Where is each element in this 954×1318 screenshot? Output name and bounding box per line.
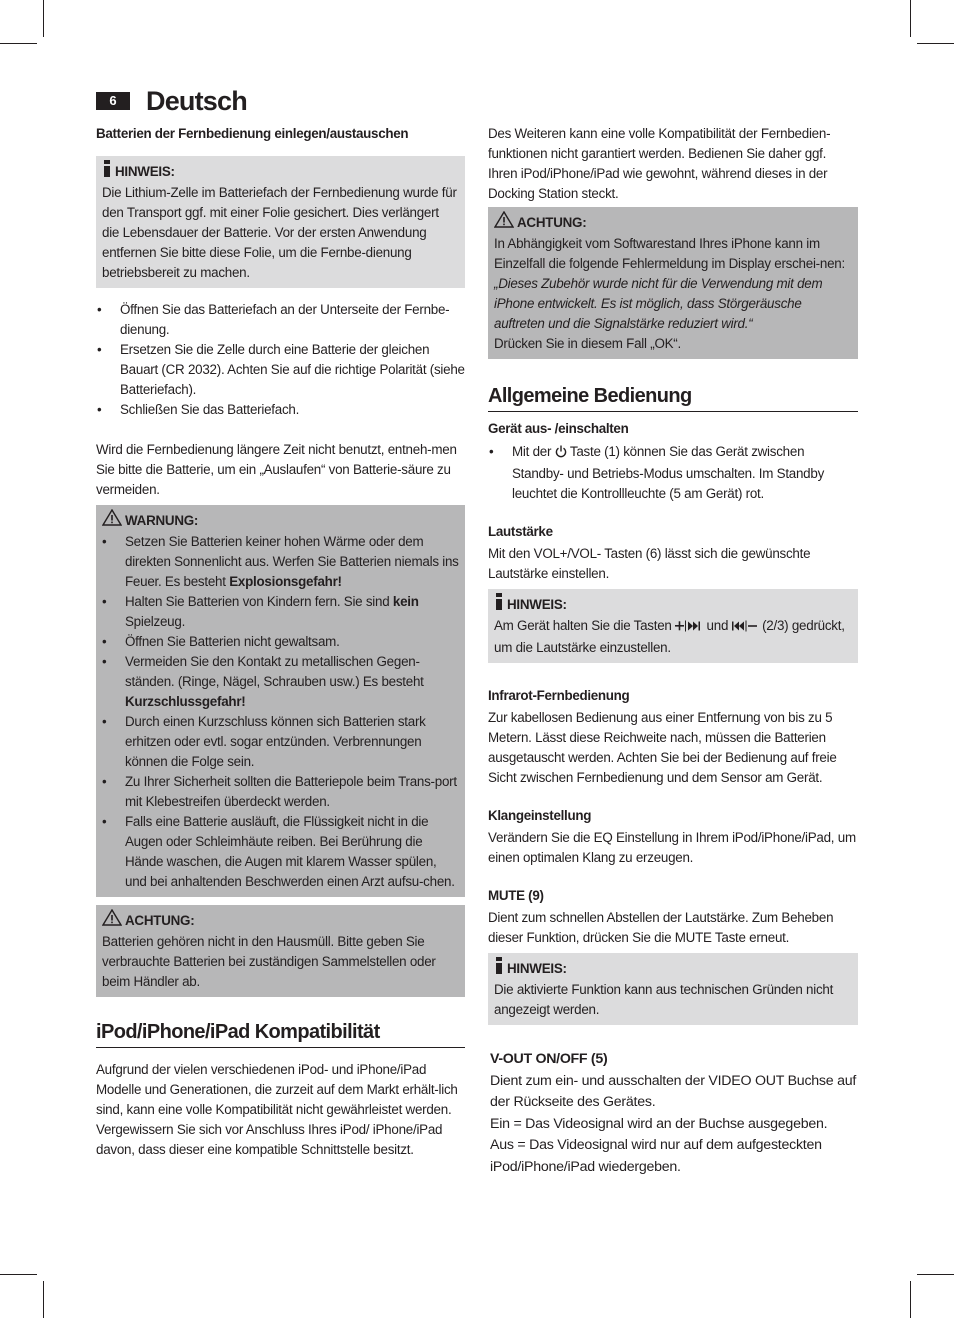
hint-box xyxy=(488,953,858,1025)
power-icon xyxy=(555,444,567,464)
compat-title: iPod/iPhone/iPad Kompatibilität xyxy=(96,1019,465,1048)
hint-label: HINWEIS: xyxy=(115,163,175,179)
crop-mark xyxy=(910,1281,911,1318)
hint-text: Die aktivierte Funktion kann aus technischen Gründen nicht angezeigt werden. xyxy=(494,982,834,1017)
crop-mark xyxy=(917,1274,954,1275)
prev-minus-icon xyxy=(732,618,759,638)
crop-mark xyxy=(43,1281,44,1318)
left-column xyxy=(96,124,465,1160)
list-item: • Vermeiden Sie den Kontakt zu metallischen Gegen-ständen. (Ringe, Nägel, Schrauben usw.) Es besteht Kurzschlussgefahr! xyxy=(102,652,459,712)
crop-mark xyxy=(917,43,954,44)
page-title: Deutsch xyxy=(146,86,247,116)
list-item: • Öffnen Sie Batterien nicht gewaltsam. xyxy=(102,632,459,652)
volume-text: Mit den VOL+/VOL- Tasten (6) lässt sich die gewünschte Lautstärke einstellen. xyxy=(488,546,811,581)
error-message-quote: „Dieses Zubehör wurde nicht für die Verwendung mit dem iPhone entwickelt. Es ist möglich, dass Störgeräusche auftreten und die Signalstärke reduziert wird.“ xyxy=(494,276,823,331)
sound-heading: Klangeinstellung xyxy=(488,808,592,823)
ir-text: Zur kabellosen Bedienung aus einer Entfernung von bis zu 5 Metern. Lässt diese Reichweite nach, müssen die Batterien ausgetauscht werden. Achten Sie bei der Bedienung auf freie Sicht zwischen Fernbedienung und dem Sensor am Gerät. xyxy=(488,710,837,785)
caution-text: In Abhängigkeit vom Softwarestand Ihres iPhone kann im Einzelfall die folgende Fehlermeldung im Display erschei-nen: xyxy=(494,236,845,271)
warning-label: WARNUNG: xyxy=(125,512,199,528)
mute-heading: MUTE (9) xyxy=(488,888,544,903)
ir-heading: Infrarot-Fernbedienung xyxy=(488,688,630,703)
list-item: • Halten Sie Batterien von Kindern fern. Sie sind kein Spielzeug. xyxy=(102,592,459,632)
caution-label: ACHTUNG: xyxy=(517,214,587,230)
caution-text: Batterien gehören nicht in den Hausmüll. Bitte geben Sie verbrauchte Batterien bei zuständigen Sammelstellen oder beim Händler ab. xyxy=(102,934,436,989)
hint-box xyxy=(96,156,465,288)
battery-heading: Batterien der Fernbedienung einlegen/austauschen xyxy=(96,126,409,141)
warning-triangle-icon xyxy=(102,509,122,532)
power-heading: Gerät aus- /einschalten xyxy=(488,421,629,436)
battery-steps xyxy=(96,300,465,420)
compat-continued-text: Des Weiteren kann eine volle Kompatibilität der Fernbedien-funktionen nicht garantiert werden. Bedienen Sie daher ggf. Ihren iPod/iPhone/iPad wie gewohnt, während dieses in der Docking Station steckt. xyxy=(488,126,831,201)
list-item: • Mit der Taste (1) können Sie das Gerät zwischen Standby- und Betriebs-Modus umschalten. Im Standby leuchtet die Kontrollleuchte (5 am Gerät) rot. xyxy=(488,442,858,504)
hint-text: Die Lithium-Zelle im Batteriefach der Fernbedienung wurde für den Transport ggf. mit einer Folie gesichert. Dies verlängert die Lebensdauer der Batterie. Vor der ersten Anwendung entfernen Sie bitte diese Folie, um die Fernbe-dienung betriebsbereit zu machen. xyxy=(102,185,457,280)
caution-box xyxy=(488,207,858,359)
volume-heading: Lautstärke xyxy=(488,524,553,539)
hint-label: HINWEIS: xyxy=(507,596,567,612)
hint-label: HINWEIS: xyxy=(507,960,567,976)
vout-section xyxy=(488,1049,858,1178)
crop-mark xyxy=(910,0,911,37)
warning-triangle-icon xyxy=(102,909,122,932)
caution-instruction: Drücken Sie in diesem Fall „OK“. xyxy=(494,336,681,351)
vout-off-text: Aus = Das Videosignal wird nur auf dem aufgesteckten iPod/iPhone/iPad wiedergeben. xyxy=(490,1137,822,1175)
right-column xyxy=(488,124,858,1178)
vout-on-text: Ein = Das Videosignal wird an der Buchse ausgegeben. xyxy=(490,1115,828,1132)
info-icon xyxy=(494,593,504,616)
list-item: • Durch einen Kurzschluss können sich Batterien stark erhitzen oder evtl. sogar entzünden. Verbrennungen können die Folge sein. xyxy=(102,712,459,772)
caution-box xyxy=(96,905,465,997)
info-icon xyxy=(494,957,504,980)
compat-text: Aufgrund der vielen verschiedenen iPod- und iPhone/iPad Modelle und Generationen, die zurzeit auf dem Markt erhält-lich sind, kann eine volle Kompatibilität nicht gewährleistet werden. Vergewissern Sie sich vor Anschluss Ihres iPod/ iPhone/iPad davon, dass dieser eine kompatible Schnittstelle besitzt. xyxy=(96,1062,458,1157)
vout-heading: V-OUT ON/OFF (5) xyxy=(490,1051,608,1067)
plus-next-icon xyxy=(675,618,703,638)
mute-text: Dient zum schnellen Abstellen der Lautstärke. Zum Beheben dieser Funktion, drücken Sie die MUTE Taste erneut. xyxy=(488,910,834,945)
crop-mark xyxy=(0,1274,37,1275)
warning-box xyxy=(96,505,465,897)
operation-title: Allgemeine Bedienung xyxy=(488,383,858,412)
disuse-text: Wird die Fernbedienung längere Zeit nicht benutzt, entneh-men Sie bitte die Batterie, um ein „Auslaufen“ von Batterie-säure zu vermeiden. xyxy=(96,442,457,497)
sound-text: Verändern Sie die EQ Einstellung in Ihrem iPod/iPhone/iPad, um einen optimalen Klang zu erzeugen. xyxy=(488,830,856,865)
warning-triangle-icon xyxy=(494,211,514,234)
crop-mark xyxy=(43,0,44,37)
page-number: 6 xyxy=(96,92,130,110)
list-item: • Setzen Sie Batterien keiner hohen Wärme oder dem direkten Sonnenlicht aus. Werfen Sie Batterien niemals ins Feuer. Es besteht Explosionsgefahr! xyxy=(102,532,459,592)
list-item: • Zu Ihrer Sicherheit sollten die Batteriepole beim Trans-port mit Klebestreifen überdeckt werden. xyxy=(102,772,459,812)
info-icon xyxy=(102,160,112,183)
list-item: • Öffnen Sie das Batteriefach an der Unterseite der Fernbe-dienung. xyxy=(96,300,465,340)
list-item: • Falls eine Batterie ausläuft, die Flüssigkeit nicht in die Augen oder Schleimhäute reiben. Bei Berührung die Hände waschen, die Augen mit klarem Wasser spülen, und bei anhaltenden Beschwerden einen Arzt aufsu-chen. xyxy=(102,812,459,892)
crop-mark xyxy=(0,43,37,44)
caution-label: ACHTUNG: xyxy=(125,912,195,928)
vout-text: Dient zum ein- und ausschalten der VIDEO OUT Buchse auf der Rückseite des Gerätes. xyxy=(490,1072,857,1110)
list-item: • Ersetzen Sie die Zelle durch eine Batterie der gleichen Bauart (CR 2032). Achten Sie auf die richtige Polarität (siehe Batteriefach). xyxy=(96,340,465,400)
hint-box: HINWEIS: Am Gerät halten Sie die Tasten und (2/3) gedrückt, um die Lautstärke einzustellen. xyxy=(488,589,858,663)
list-item: • Schließen Sie das Batteriefach. xyxy=(96,400,465,420)
